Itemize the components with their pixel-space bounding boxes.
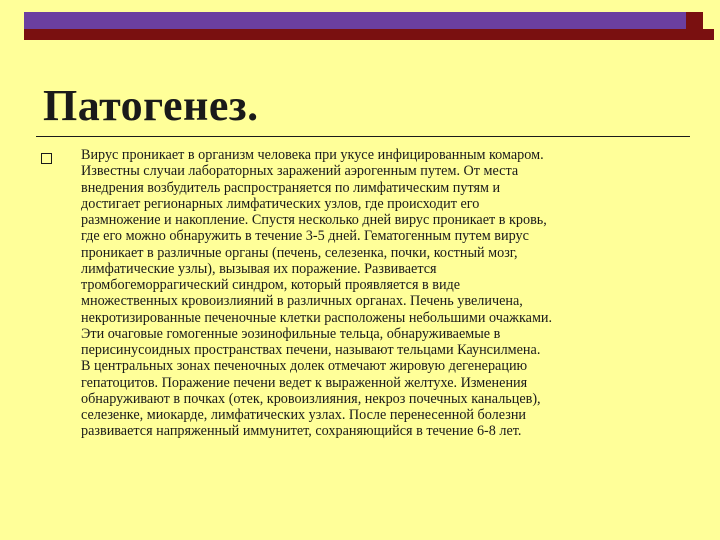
square-bullet-icon [41, 153, 52, 164]
paragraph-line: развивается напряженный иммунитет, сохраняющийся в течение 6-8 лет. [81, 423, 522, 440]
paragraph-line: где его можно обнаружить в течение 3-5 дней. Гематогенным путем вирус [81, 228, 529, 245]
paragraph-line: внедрения возбудитель распространяется по лимфатическим путям и [81, 179, 501, 196]
paragraph-line: перисинусоидных пространствах печени, называют тельцами Каунсилмена. [81, 342, 541, 358]
paragraph-line: Известны случаи лабораторных заражений аэрогенным путем. От места [81, 163, 519, 180]
paragraph-line: лимфатические узлы), вызывая их поражение. Развивается [81, 260, 437, 277]
paragraph-line: Вирус проникает в организм человека при укусе инфицированным комаром. [81, 147, 544, 163]
corner-accent-square [686, 12, 703, 29]
paragraph-line: некротизированные печеночные клетки расположены небольшими очажками. [81, 309, 553, 326]
paragraph-line: гепатоцитов. Поражение печени ведет к выраженной желтухе. Изменения [81, 374, 528, 391]
top-decorative-bar [24, 12, 686, 29]
bullet-paragraph [81, 147, 691, 440]
paragraph-line: Эти очаговые гомогенные эозинофильные тельца, обнаруживаемые в [81, 325, 501, 342]
title-divider [36, 136, 690, 137]
paragraph-line: В центральных зонах печеночных долек отмечают жировую дегенерацию [81, 358, 528, 375]
paragraph-line: достигает регионарных лимфатических узлов, где происходит его [81, 195, 480, 212]
paragraph-line: множественных кровоизлияний в различных органах. Печень увеличена, [81, 293, 523, 310]
paragraph-line: размножение и накопление. Спустя несколько дней вирус проникает в кровь, [81, 212, 547, 228]
paragraph-line: проникает в различные органы (печень, селезенка, почки, костный мозг, [81, 244, 518, 261]
paragraph-line: тромбогеморрагический синдром, который проявляется в виде [81, 277, 461, 293]
paragraph-line: селезенке, миокарде, лимфатических узлах. После перенесенной болезни [81, 407, 527, 423]
top-accent-bar [24, 29, 714, 40]
slide-title: Патогенез. [43, 81, 259, 130]
paragraph-line: обнаруживают в почках (отек, кровоизлияния, некроз почечных канальцев), [81, 390, 541, 407]
